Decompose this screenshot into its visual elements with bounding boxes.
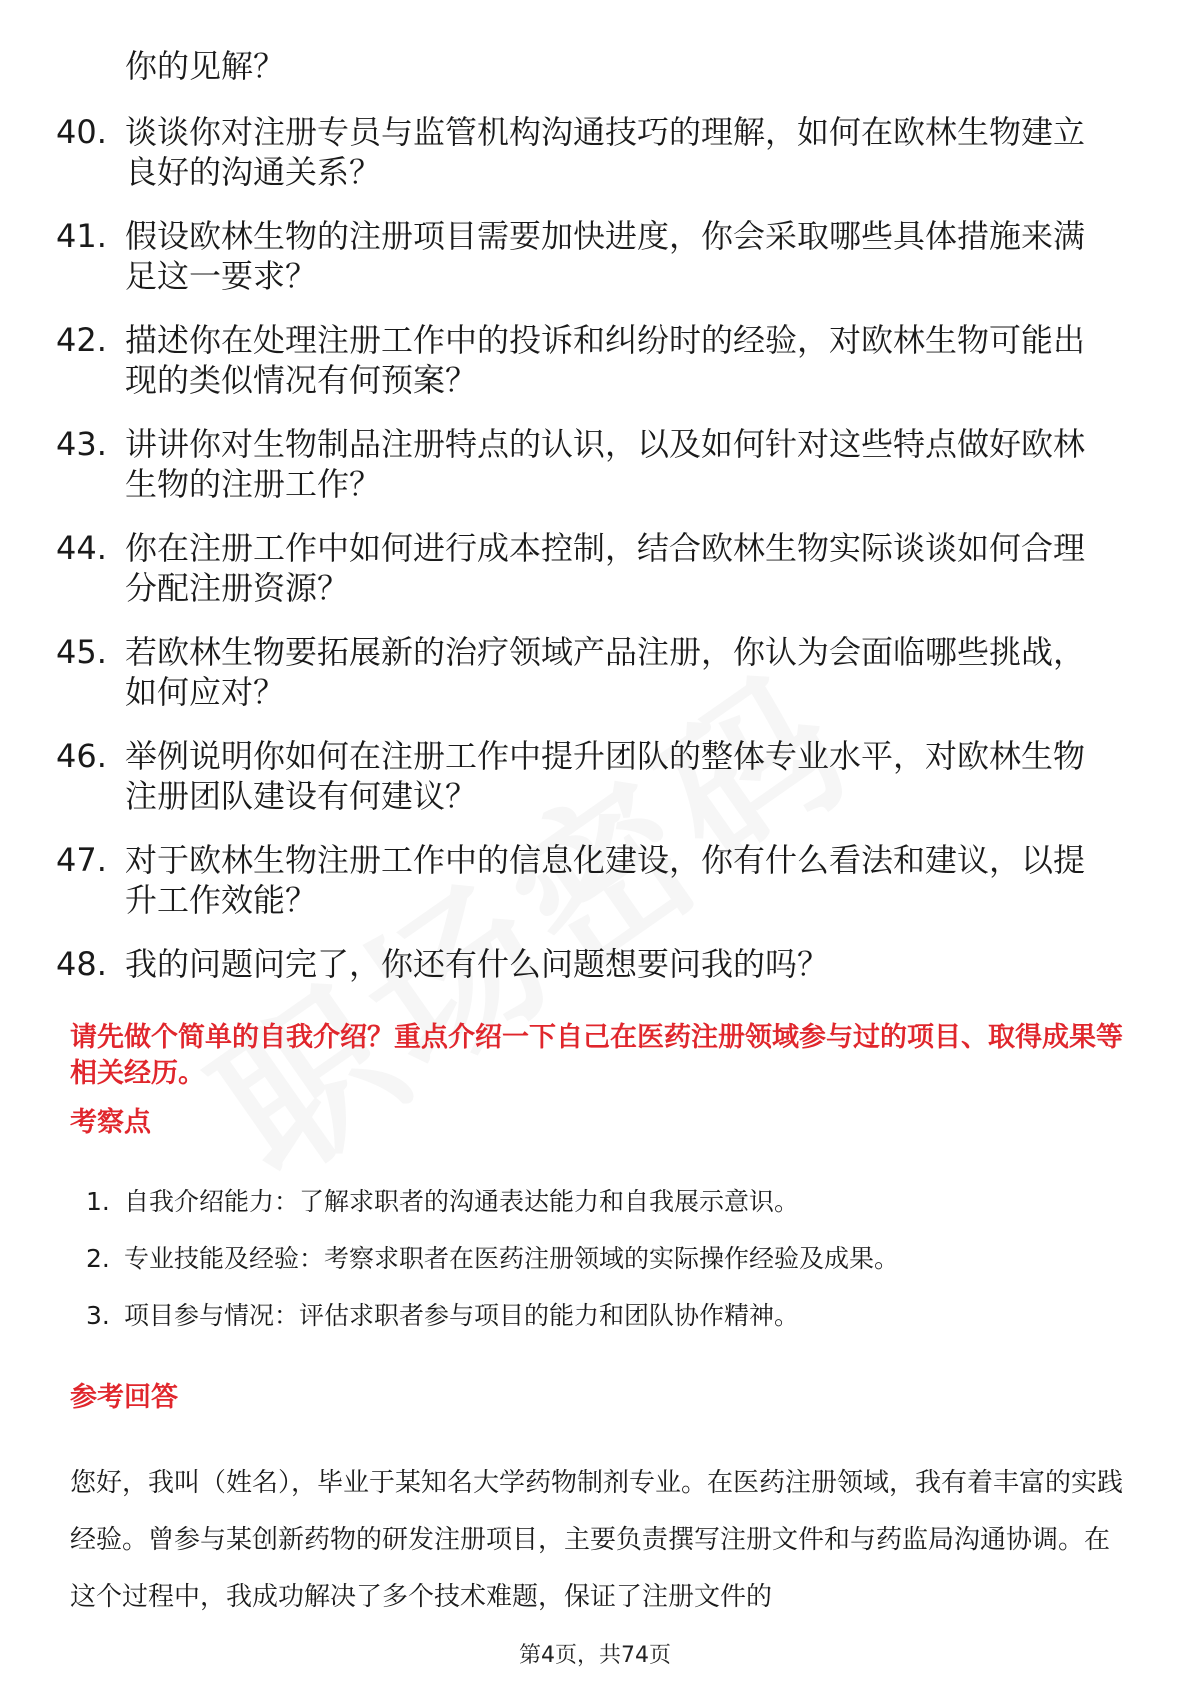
question-text: 谈谈你对注册专员与监管机构沟通技巧的理解，如何在欧林生物建立良好的沟通关系？ xyxy=(125,113,1086,191)
point-text: 专业技能及经验：考察求职者在医药注册领域的实际操作经验及成果。 xyxy=(124,1244,900,1273)
reference-title: 参考回答 xyxy=(70,1382,178,1413)
assessment-point xyxy=(86,1299,1126,1333)
question-item xyxy=(56,424,1116,504)
page-footer: 第4页，共74页 xyxy=(519,1643,671,1668)
question-item xyxy=(56,840,1116,920)
question-item xyxy=(56,112,1116,192)
question-item xyxy=(56,632,1116,712)
assessment-point xyxy=(86,1242,1126,1276)
question-number: 45. xyxy=(56,633,107,671)
question-text: 若欧林生物要拓展新的治疗领域产品注册，你认为会面临哪些挑战，如何应对？ xyxy=(125,633,1086,711)
question-text: 描述你在处理注册工作中的投诉和纠纷时的经验，对欧林生物可能出现的类似情况有何预案？ xyxy=(125,321,1086,399)
question-number: 43. xyxy=(56,425,107,463)
question-item xyxy=(56,736,1116,816)
question-continuation: 你的见解？ xyxy=(125,47,286,85)
question-number: 44. xyxy=(56,529,107,567)
question-number: 41. xyxy=(56,217,107,255)
question-text: 举例说明你如何在注册工作中提升团队的整体专业水平，对欧林生物注册团队建设有何建议？ xyxy=(125,737,1086,815)
question-list xyxy=(56,112,1116,1008)
question-text: 你在注册工作中如何进行成本控制，结合欧林生物实际谈谈如何合理分配注册资源？ xyxy=(125,529,1086,607)
question-text: 我的问题问完了，你还有什么问题想要问我的吗？ xyxy=(125,945,830,983)
point-number: 1. xyxy=(86,1187,110,1216)
question-text: 假设欧林生物的注册项目需要加快进度，你会采取哪些具体措施来满足这一要求？ xyxy=(125,217,1086,295)
question-number: 46. xyxy=(56,737,107,775)
point-number: 2. xyxy=(86,1244,110,1273)
question-number: 47. xyxy=(56,841,107,879)
point-number: 3. xyxy=(86,1301,110,1330)
question-text: 对于欧林生物注册工作中的信息化建设，你有什么看法和建议，以提升工作效能？ xyxy=(125,841,1086,919)
reference-answer: 您好，我叫（姓名），毕业于某知名大学药物制剂专业。在医药注册领域，我有着丰富的实践经验。曾参与某创新药物的研发注册项目，主要负责撰写注册文件和与药监局沟通协调。在这个过程中，我成功解决了多个技术难题，保证了注册文件的 xyxy=(70,1468,1124,1612)
question-number: 40. xyxy=(56,113,107,151)
assessment-title: 考察点 xyxy=(70,1107,151,1138)
featured-question: 请先做个简单的自我介绍？重点介绍一下自己在医药注册领域参与过的项目、取得成果等相关经历。 xyxy=(70,1022,1123,1089)
question-number: 42. xyxy=(56,321,107,359)
point-text: 自我介绍能力：了解求职者的沟通表达能力和自我展示意识。 xyxy=(124,1187,800,1216)
question-number: 48. xyxy=(56,945,107,983)
assessment-points xyxy=(86,1185,1126,1356)
question-item xyxy=(56,216,1116,296)
question-item xyxy=(56,944,1116,984)
assessment-point xyxy=(86,1185,1126,1219)
question-item xyxy=(56,528,1116,608)
question-item xyxy=(56,320,1116,400)
point-text: 项目参与情况：评估求职者参与项目的能力和团队协作精神。 xyxy=(124,1301,800,1330)
question-text: 讲讲你对生物制品注册特点的认识，以及如何针对这些特点做好欧林生物的注册工作？ xyxy=(125,425,1086,503)
